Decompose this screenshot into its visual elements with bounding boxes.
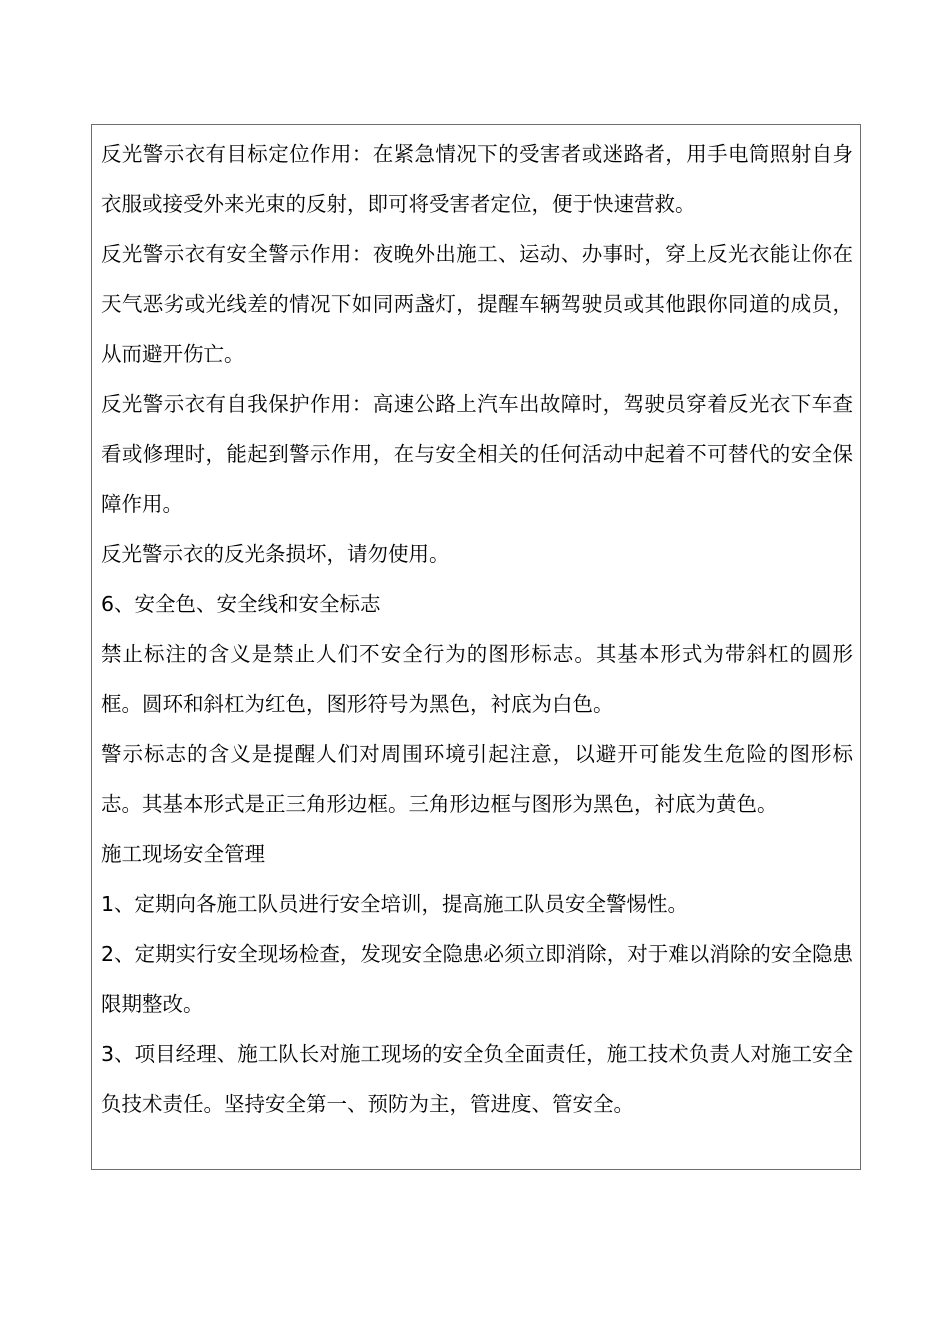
document-frame bbox=[91, 124, 861, 1170]
list-item-safety-inspection: 2、定期实行安全现场检查，发现安全隐患必须立即消除，对于难以消除的安全隐患限期整改。 bbox=[101, 942, 853, 1016]
paragraph-reflective-vest-warning: 反光警示衣有安全警示作用：夜晚外出施工、运动、办事时，穿上反光衣能让你在天气恶劣或光线差的情况下如同两盏灯，提醒车辆驾驶员或其他跟你同道的成员，从而避开伤亡。 bbox=[101, 242, 853, 366]
section-heading-safety-colors: 6、安全色、安全线和安全标志 bbox=[101, 592, 381, 616]
document-body bbox=[101, 129, 853, 1129]
paragraph-reflective-strip-damage: 反光警示衣的反光条损坏，请勿使用。 bbox=[101, 542, 450, 566]
paragraph-reflective-vest-self-protection: 反光警示衣有自我保护作用：高速公路上汽车出故障时，驾驶员穿着反光衣下车查看或修理时，能起到警示作用，在与安全相关的任何活动中起着不可替代的安全保障作用。 bbox=[101, 392, 853, 516]
paragraph-reflective-vest-positioning: 反光警示衣有目标定位作用：在紧急情况下的受害者或迷路者，用手电筒照射自身衣服或接受外来光束的反射，即可将受害者定位，便于快速营救。 bbox=[101, 142, 853, 216]
section-heading-site-safety: 施工现场安全管理 bbox=[101, 842, 265, 866]
paragraph-warning-sign: 警示标志的含义是提醒人们对周围环境引起注意，以避开可能发生危险的图形标志。其基本形式是正三角形边框。三角形边框与图形为黑色，衬底为黄色。 bbox=[101, 742, 853, 816]
list-item-safety-training: 1、定期向各施工队员进行安全培训，提高施工队员安全警惕性。 bbox=[101, 892, 689, 916]
list-item-safety-responsibility: 3、项目经理、施工队长对施工现场的安全负全面责任，施工技术负责人对施工安全负技术责任。坚持安全第一、预防为主，管进度、管安全。 bbox=[101, 1042, 853, 1116]
paragraph-prohibition-sign: 禁止标注的含义是禁止人们不安全行为的图形标志。其基本形式为带斜杠的圆形框。圆环和斜杠为红色，图形符号为黑色，衬底为白色。 bbox=[101, 642, 853, 716]
